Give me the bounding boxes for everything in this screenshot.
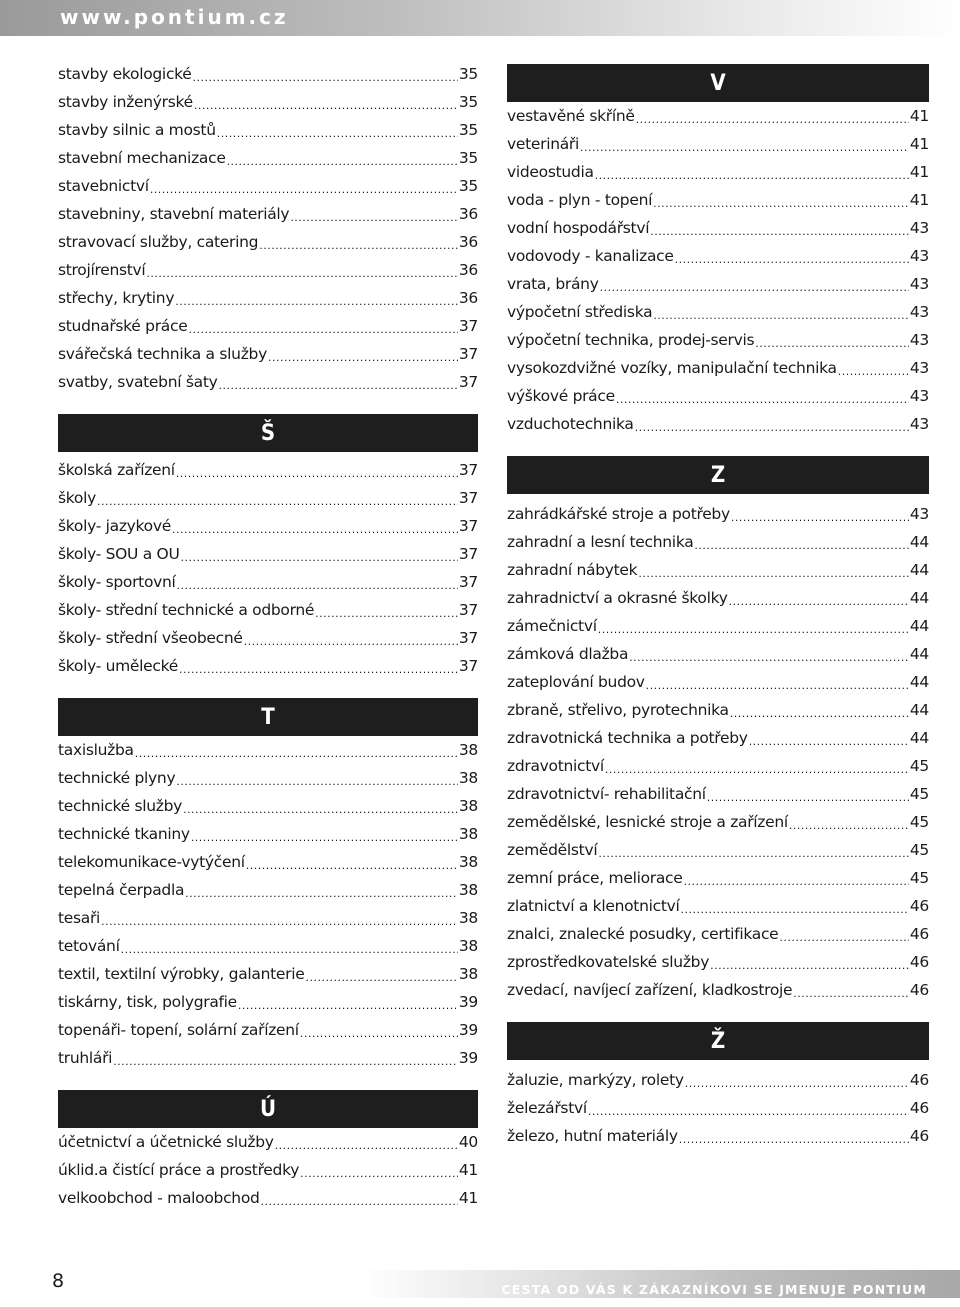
entry-page: 39 (458, 993, 478, 1011)
entry-page: 37 (458, 517, 478, 535)
entry-label: zlatnictví a klenotnictví (507, 897, 680, 915)
entry-label: zateplování budov (507, 673, 645, 691)
entry-label: stavebniny, stavební materiály (58, 205, 290, 223)
dot-leader (600, 270, 909, 298)
index-entry (58, 144, 478, 172)
dot-leader (793, 976, 909, 1004)
index-entry (507, 836, 929, 864)
entry-label: vysokozdvižné vozíky, manipulační technika (507, 359, 837, 377)
index-entry (507, 410, 929, 438)
dot-leader (315, 596, 458, 624)
dot-leader (97, 484, 458, 512)
index-entry (58, 792, 478, 820)
index-entry (58, 312, 478, 340)
index-entry (507, 724, 929, 752)
entry-label: studnařské práce (58, 317, 188, 335)
index-entry (507, 920, 929, 948)
entry-page: 38 (458, 881, 478, 899)
index-entry (58, 820, 478, 848)
entry-label: technické plyny (58, 769, 176, 787)
dot-leader (685, 1066, 909, 1094)
index-entry (507, 892, 929, 920)
dot-leader (629, 640, 909, 668)
entry-page: 41 (909, 107, 929, 125)
entry-page: 40 (458, 1133, 478, 1151)
dot-leader (135, 736, 458, 764)
dot-leader (707, 780, 909, 808)
entry-page: 43 (909, 303, 929, 321)
entry-page: 43 (909, 247, 929, 265)
entry-page: 35 (458, 93, 478, 111)
dot-leader (218, 368, 457, 396)
index-entry (507, 242, 929, 270)
page-number: 8 (52, 1270, 65, 1292)
index-entry (58, 932, 478, 960)
index-entry (507, 1094, 929, 1122)
entry-label: zámková dlažba (507, 645, 629, 663)
dot-leader (616, 382, 909, 410)
entry-page: 44 (909, 645, 929, 663)
entry-label: zprostředkovatelské služby (507, 953, 710, 971)
entry-page: 44 (909, 617, 929, 635)
dot-leader (755, 326, 909, 354)
section-z (507, 456, 929, 1004)
dot-leader (731, 500, 909, 528)
entry-label: školy- jazykové (58, 517, 171, 535)
entry-page: 38 (458, 909, 478, 927)
section-header: Ú (58, 1090, 478, 1128)
entry-page: 45 (909, 757, 929, 775)
right-column (507, 60, 929, 1150)
dot-leader (710, 948, 909, 976)
entry-label: zdravotnictví- rehabilitační (507, 785, 706, 803)
dot-leader (217, 116, 458, 144)
dot-leader (838, 354, 909, 382)
index-entry (507, 186, 929, 214)
dot-leader (238, 988, 458, 1016)
entry-label: zemní práce, meliorace (507, 869, 683, 887)
entry-label: zahradnictví a okrasné školky (507, 589, 728, 607)
entry-page: 35 (458, 121, 478, 139)
entry-label: železářství (507, 1099, 587, 1117)
index-entry (58, 848, 478, 876)
index-entry (58, 368, 478, 396)
entry-page: 46 (909, 1099, 929, 1117)
index-entry (58, 172, 478, 200)
entry-page: 45 (909, 813, 929, 831)
section-zh (507, 1022, 929, 1150)
dot-leader (227, 144, 458, 172)
entry-page: 38 (458, 741, 478, 759)
index-entry (507, 500, 929, 528)
entry-label: stavby inženýrské (58, 93, 193, 111)
entry-label: školy- střední všeobecné (58, 629, 243, 647)
entry-page: 46 (909, 1127, 929, 1145)
entry-label: výpočetní technika, prodej-servis (507, 331, 755, 349)
entry-page: 45 (909, 785, 929, 803)
entry-list (58, 60, 478, 396)
index-entry (507, 326, 929, 354)
entry-label: tetování (58, 937, 120, 955)
entry-label: tepelná čerpadla (58, 881, 185, 899)
section-v (507, 64, 929, 438)
entry-page: 43 (909, 415, 929, 433)
entry-label: školy- sportovní (58, 573, 176, 591)
dot-leader (684, 864, 909, 892)
entry-page: 44 (909, 701, 929, 719)
entry-page: 37 (458, 545, 478, 563)
dot-leader (179, 652, 458, 680)
dot-leader (729, 584, 909, 612)
entry-page: 37 (458, 373, 478, 391)
entry-label: zámečnictví (507, 617, 597, 635)
index-entry (58, 876, 478, 904)
entry-label: technické služby (58, 797, 183, 815)
dot-leader (595, 158, 909, 186)
index-entry (58, 284, 478, 312)
index-entry (507, 948, 929, 976)
entry-label: vzduchotechnika (507, 415, 634, 433)
entry-label: vrata, brány (507, 275, 599, 293)
entry-label: velkoobchod - maloobchod (58, 1189, 260, 1207)
entry-label: zahradní nábytek (507, 561, 638, 579)
entry-label: stavby silnic a mostů (58, 121, 216, 139)
dot-leader (779, 920, 908, 948)
index-entry (507, 130, 929, 158)
dot-leader (730, 696, 909, 724)
entry-page: 37 (458, 489, 478, 507)
entry-page: 46 (909, 897, 929, 915)
dot-leader (246, 848, 458, 876)
dot-leader (653, 298, 909, 326)
entry-page: 43 (909, 387, 929, 405)
entry-page: 45 (909, 841, 929, 859)
index-entry (58, 60, 478, 88)
dot-leader (646, 668, 909, 696)
section-header: Ž (507, 1022, 929, 1060)
dot-leader (261, 1184, 458, 1212)
entry-page: 41 (458, 1161, 478, 1179)
dot-leader (268, 340, 458, 368)
index-entry (58, 200, 478, 228)
dot-leader (121, 932, 458, 960)
section-header: Š (58, 414, 478, 452)
dot-leader (176, 456, 458, 484)
entry-page: 43 (909, 219, 929, 237)
index-entry (58, 1016, 478, 1044)
section-u (58, 1090, 478, 1212)
dot-leader (588, 1094, 909, 1122)
index-entry (58, 652, 478, 680)
dot-leader (653, 186, 909, 214)
entry-label: žaluzie, markýzy, rolety (507, 1071, 684, 1089)
dot-leader (300, 1156, 458, 1184)
entry-label: stavební mechanizace (58, 149, 226, 167)
index-entry (58, 596, 478, 624)
entry-label: účetnictví a účetnické služby (58, 1133, 274, 1151)
entry-label: voda - plyn - topení (507, 191, 653, 209)
index-entry (507, 102, 929, 130)
dot-leader (679, 1122, 909, 1150)
entry-page: 35 (458, 149, 478, 167)
index-entry (507, 298, 929, 326)
entry-label: tesaři (58, 909, 101, 927)
dot-leader (635, 410, 909, 438)
dot-leader (300, 1016, 458, 1044)
index-entry (507, 528, 929, 556)
dot-leader (650, 214, 909, 242)
entry-label: technické tkaniny (58, 825, 190, 843)
entry-page: 43 (909, 359, 929, 377)
index-entry (58, 1044, 478, 1072)
dot-leader (580, 130, 909, 158)
entry-page: 41 (909, 191, 929, 209)
index-entry (58, 960, 478, 988)
entry-page: 41 (458, 1189, 478, 1207)
entry-page: 43 (909, 505, 929, 523)
dot-leader (681, 892, 909, 920)
index-entry (507, 584, 929, 612)
entry-label: veterináři (507, 135, 580, 153)
entry-label: stravovací služby, catering (58, 233, 259, 251)
dot-leader (113, 1044, 458, 1072)
entry-label: telekomunikace-vytýčení (58, 853, 245, 871)
dot-leader (598, 836, 909, 864)
entry-page: 46 (909, 981, 929, 999)
dot-leader (675, 242, 909, 270)
entry-page: 46 (909, 1071, 929, 1089)
site-url: www.pontium.cz (60, 5, 289, 29)
index-entry (58, 256, 478, 284)
entry-label: svářečská technika a služby (58, 345, 267, 363)
index-entry (58, 540, 478, 568)
entry-label: školy- umělecké (58, 657, 178, 675)
entry-label: vodovody - kanalizace (507, 247, 674, 265)
entry-label: stavebnictví (58, 177, 149, 195)
dot-leader (638, 556, 909, 584)
entry-page: 43 (909, 275, 929, 293)
dot-leader (259, 228, 458, 256)
index-entry (58, 484, 478, 512)
entry-page: 36 (458, 233, 478, 251)
index-entry (507, 976, 929, 1004)
entry-page: 46 (909, 953, 929, 971)
section-header: V (507, 64, 929, 102)
dot-leader (191, 820, 458, 848)
entry-page: 37 (458, 317, 478, 335)
entry-label: vestavěné skříně (507, 107, 635, 125)
index-entry (507, 382, 929, 410)
index-entry (58, 988, 478, 1016)
entry-page: 35 (458, 177, 478, 195)
index-entry (507, 270, 929, 298)
dot-leader (290, 200, 458, 228)
entry-label: zemědělství (507, 841, 598, 859)
entry-page: 44 (909, 533, 929, 551)
left-column (58, 60, 478, 1212)
entry-page: 41 (909, 163, 929, 181)
entry-page: 38 (458, 853, 478, 871)
section-header: Z (507, 456, 929, 494)
index-entry (58, 1184, 478, 1212)
entry-page: 36 (458, 289, 478, 307)
index-entry (507, 696, 929, 724)
entry-page: 44 (909, 673, 929, 691)
dot-leader (694, 528, 908, 556)
index-entry (507, 1066, 929, 1094)
index-entry (507, 640, 929, 668)
index-entry (58, 228, 478, 256)
entry-page: 37 (458, 601, 478, 619)
section-t (58, 698, 478, 1072)
entry-page: 44 (909, 561, 929, 579)
index-entry (507, 354, 929, 382)
entry-label: zemědělské, lesnické stroje a zařízení (507, 813, 788, 831)
entry-label: železo, hutní materiály (507, 1127, 678, 1145)
entry-page: 39 (458, 1049, 478, 1067)
index-entry (507, 612, 929, 640)
entry-label: taxislužba (58, 741, 134, 759)
entry-page: 41 (909, 135, 929, 153)
entry-page: 43 (909, 331, 929, 349)
entry-label: zahrádkářské stroje a potřeby (507, 505, 730, 523)
dot-leader (305, 960, 457, 988)
index-entry (507, 158, 929, 186)
entry-label: úklid.a čistící práce a prostředky (58, 1161, 300, 1179)
entry-page: 38 (458, 965, 478, 983)
entry-label: truhláři (58, 1049, 113, 1067)
index-entry (507, 668, 929, 696)
entry-page: 37 (458, 657, 478, 675)
dot-leader (176, 764, 458, 792)
index-entry (507, 752, 929, 780)
index-entry (58, 88, 478, 116)
dot-leader (172, 512, 458, 540)
index-entry (58, 736, 478, 764)
entry-label: zdravotnictví (507, 757, 604, 775)
index-entry (58, 340, 478, 368)
dot-leader (188, 312, 457, 340)
section-sh (58, 414, 478, 680)
index-entry (58, 568, 478, 596)
entry-label: videostudia (507, 163, 594, 181)
dot-leader (789, 808, 909, 836)
entry-page: 38 (458, 769, 478, 787)
entry-page: 38 (458, 797, 478, 815)
entry-page: 38 (458, 937, 478, 955)
dot-leader (244, 624, 458, 652)
entry-label: zbraně, střelivo, pyrotechnika (507, 701, 729, 719)
section-s-top (58, 60, 478, 396)
index-entry (58, 116, 478, 144)
dot-leader (193, 60, 458, 88)
dot-leader (605, 752, 909, 780)
entry-label: znalci, znalecké posudky, certifikace (507, 925, 779, 943)
dot-leader (175, 284, 458, 312)
entry-label: tiskárny, tisk, polygrafie (58, 993, 237, 1011)
entry-label: střechy, krytiny (58, 289, 175, 307)
footer-slogan: CESTA OD VÁS K ZÁKAZNÍKOVI SE JMENUJE PONTIUM (501, 1282, 927, 1297)
entry-label: topenáři- topení, solární zařízení (58, 1021, 299, 1039)
entry-label: textil, textilní výrobky, galanterie (58, 965, 305, 983)
dot-leader (183, 792, 458, 820)
dot-leader (598, 612, 909, 640)
entry-page: 46 (909, 925, 929, 943)
entry-label: vodní hospodářství (507, 219, 650, 237)
index-entry (507, 556, 929, 584)
dot-leader (177, 568, 458, 596)
index-entry (58, 1156, 478, 1184)
dot-leader (185, 876, 458, 904)
entry-page: 44 (909, 589, 929, 607)
dot-leader (101, 904, 458, 932)
entry-page: 44 (909, 729, 929, 747)
entry-page: 35 (458, 65, 478, 83)
entry-label: zahradní a lesní technika (507, 533, 694, 551)
entry-label: výškové práce (507, 387, 615, 405)
top-banner (0, 0, 960, 36)
entry-label: školy- střední technické a odborné (58, 601, 315, 619)
index-entry (507, 780, 929, 808)
entry-label: strojírenství (58, 261, 146, 279)
index-entry (58, 512, 478, 540)
entry-page: 37 (458, 573, 478, 591)
index-entry (507, 808, 929, 836)
entry-page: 37 (458, 629, 478, 647)
dot-leader (749, 724, 909, 752)
index-entry (58, 456, 478, 484)
index-entry (58, 624, 478, 652)
dot-leader (275, 1128, 458, 1156)
entry-label: zvedací, navíjecí zařízení, kladkostroje (507, 981, 793, 999)
entry-page: 36 (458, 205, 478, 223)
index-entry (58, 904, 478, 932)
entry-page: 37 (458, 345, 478, 363)
index-entry (507, 1122, 929, 1150)
dot-leader (150, 172, 458, 200)
entry-label: stavby ekologické (58, 65, 192, 83)
entry-label: svatby, svatební šaty (58, 373, 218, 391)
entry-page: 36 (458, 261, 478, 279)
entry-label: zdravotnická technika a potřeby (507, 729, 748, 747)
dot-leader (636, 102, 909, 130)
dot-leader (181, 540, 458, 568)
dot-leader (194, 88, 458, 116)
entry-label: školská zařízení (58, 461, 175, 479)
entry-page: 37 (458, 461, 478, 479)
entry-label: školy (58, 489, 96, 507)
entry-page: 39 (458, 1021, 478, 1039)
section-header: T (58, 698, 478, 736)
index-entry (58, 1128, 478, 1156)
index-entry (507, 214, 929, 242)
entry-label: výpočetní střediska (507, 303, 653, 321)
entry-label: školy- SOU a OU (58, 545, 180, 563)
dot-leader (146, 256, 457, 284)
entry-page: 45 (909, 869, 929, 887)
index-entry (507, 864, 929, 892)
index-entry (58, 764, 478, 792)
entry-page: 38 (458, 825, 478, 843)
